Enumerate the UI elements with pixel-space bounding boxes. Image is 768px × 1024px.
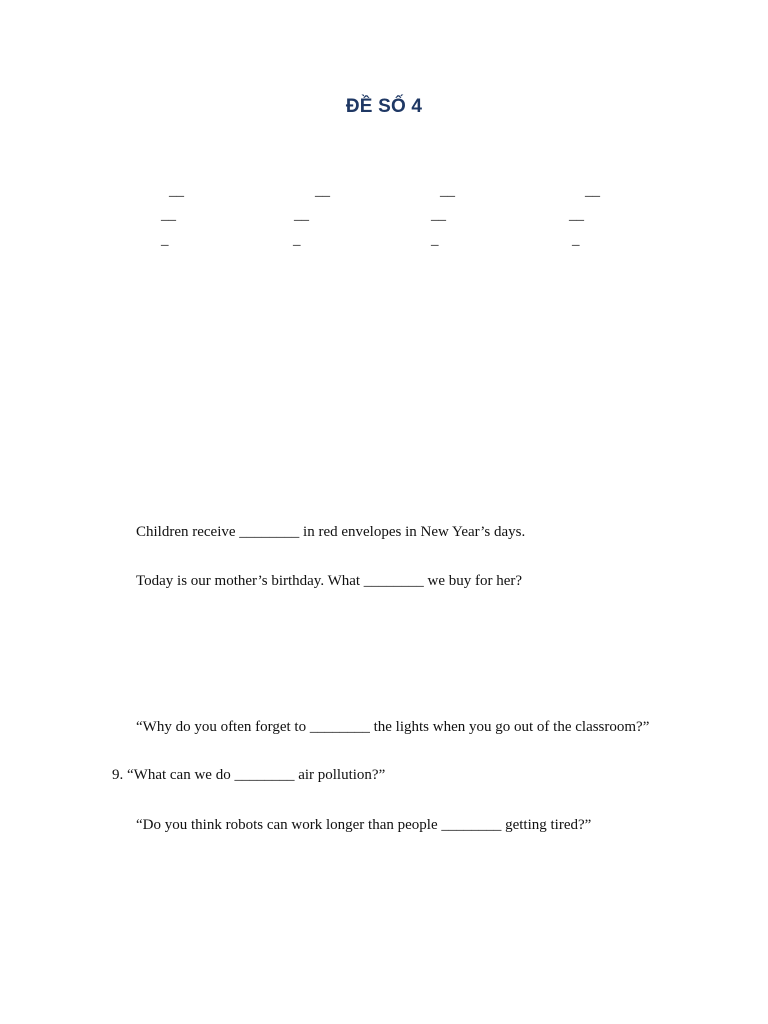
question-sentence: “Why do you often forget to ________ the lights when you go out of the classroom?”	[136, 719, 650, 735]
question-sentence: Today is our mother’s birthday. What ________ we buy for her?	[136, 573, 523, 589]
blank-mark: __	[161, 207, 176, 223]
blank-mark: __	[294, 207, 309, 223]
blank-mark: _	[572, 232, 580, 248]
blank-mark: __	[315, 183, 330, 199]
question-sentence: Children receive ________ in red envelopes in New Year’s days.	[136, 524, 526, 540]
blank-mark: _	[293, 232, 301, 248]
question-sentence: “Do you think robots can work longer than people ________ getting tired?”	[136, 817, 592, 833]
blank-mark: __	[569, 207, 584, 223]
page-title: ĐỀ SỐ 4	[345, 96, 423, 117]
blank-mark: __	[585, 183, 600, 199]
blank-mark: __	[431, 207, 446, 223]
blank-mark: _	[161, 232, 169, 248]
blank-mark: __	[440, 183, 455, 199]
blank-mark: _	[431, 232, 439, 248]
question-sentence: 9. “What can we do ________ air pollution?”	[112, 767, 386, 783]
blank-mark: __	[169, 183, 184, 199]
